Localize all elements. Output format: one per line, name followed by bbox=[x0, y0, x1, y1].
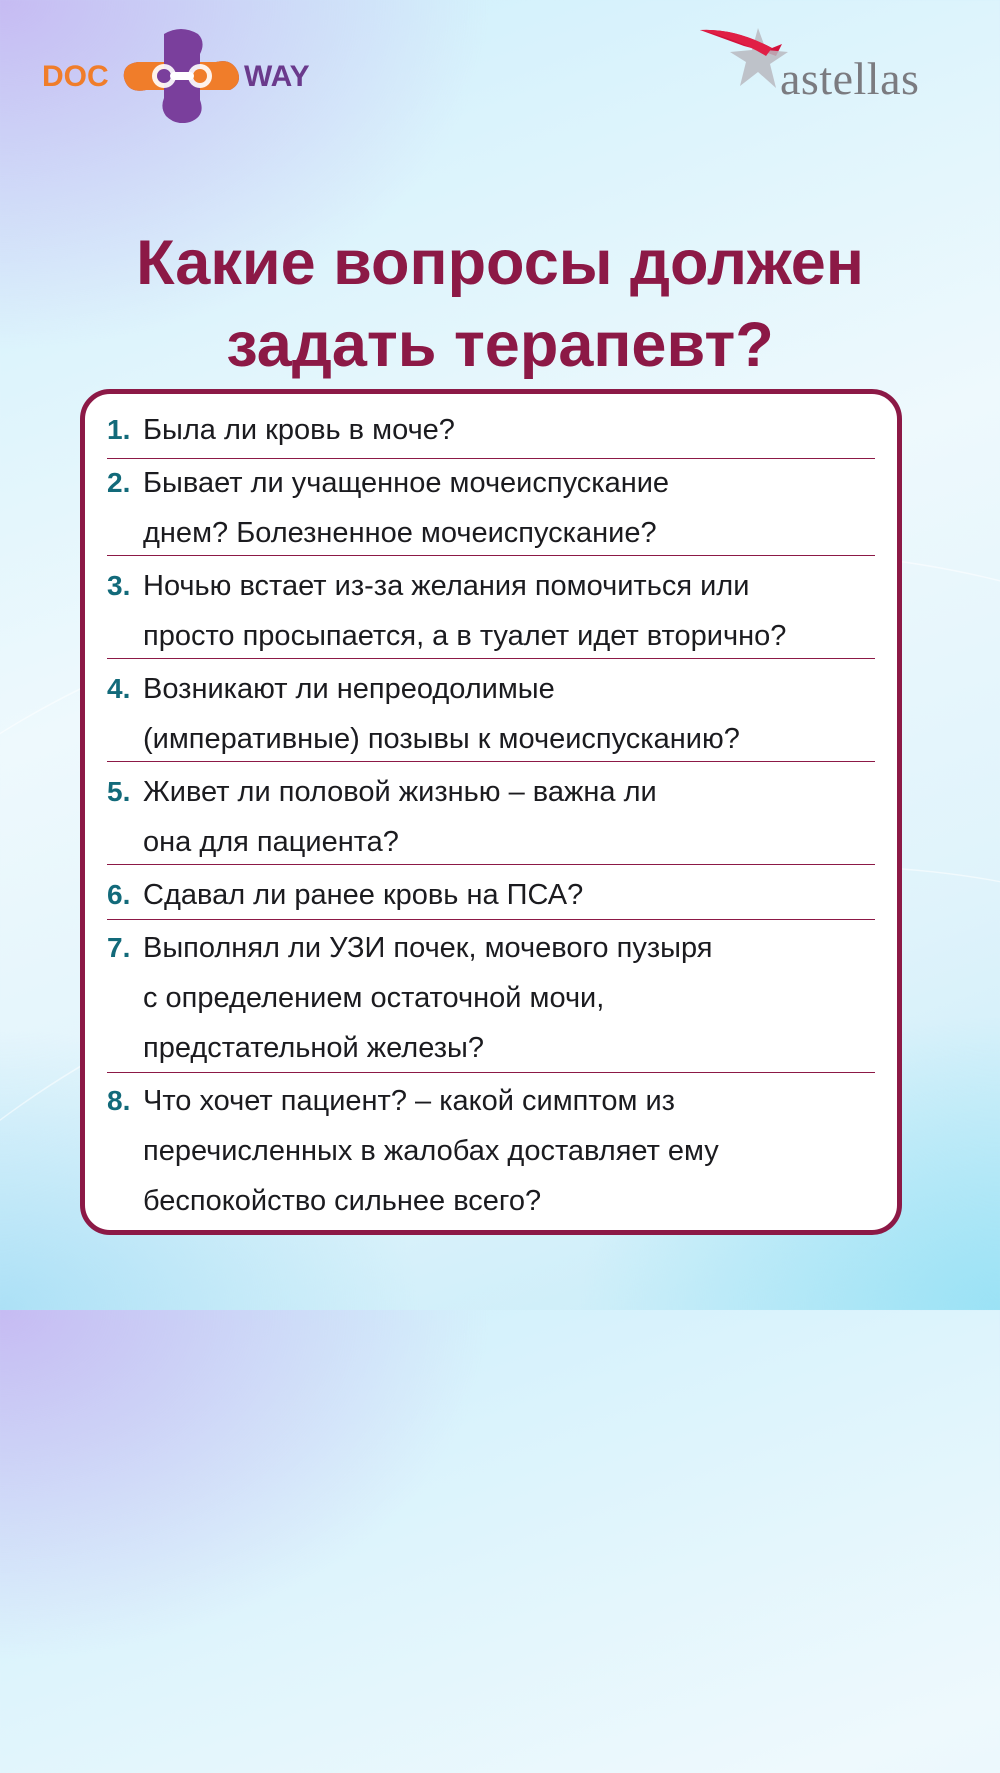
question-text-line: (императивные) позывы к мочеиспусканию? bbox=[143, 723, 740, 755]
question-item-3 bbox=[107, 560, 875, 659]
question-item-7 bbox=[107, 922, 875, 1073]
question-item-5 bbox=[107, 766, 875, 865]
question-item-6 bbox=[107, 869, 875, 920]
questions-card bbox=[80, 389, 902, 1235]
docway-cross-icon bbox=[120, 28, 242, 123]
question-item-4 bbox=[107, 663, 875, 762]
question-item-1 bbox=[107, 404, 875, 459]
question-number: 8. bbox=[107, 1085, 131, 1116]
astellas-logo bbox=[700, 22, 960, 102]
question-text-line: Живет ли половой жизнью – важна ли bbox=[143, 776, 657, 808]
question-text-line: предстательной железы? bbox=[143, 1032, 484, 1064]
astellas-wordmark: astellas bbox=[780, 53, 920, 104]
question-text-line: днем? Болезненное мочеиспускание? bbox=[143, 517, 657, 549]
question-text-line: Сдавал ли ранее кровь на ПСА? bbox=[143, 879, 584, 911]
docway-logo-left-text: DOC bbox=[42, 60, 109, 93]
question-text-line: Что хочет пациент? – какой симптом из bbox=[143, 1085, 675, 1117]
question-text-line: с определением остаточной мочи, bbox=[143, 982, 605, 1014]
page-title-line-2: задать терапевт? bbox=[226, 310, 774, 380]
question-text-line: Была ли кровь в моче? bbox=[143, 414, 455, 446]
docway-logo bbox=[42, 28, 332, 123]
question-text-line: Выполнял ли УЗИ почек, мочевого пузыря bbox=[143, 932, 713, 964]
question-number: 4. bbox=[107, 673, 131, 704]
page-title bbox=[40, 222, 960, 386]
question-number: 7. bbox=[107, 932, 131, 963]
page-title-line-1: Какие вопросы должен bbox=[136, 228, 864, 298]
question-item-2 bbox=[107, 457, 875, 556]
docway-logo-right-text: WAY bbox=[244, 60, 310, 93]
question-number: 5. bbox=[107, 776, 131, 807]
question-number: 1. bbox=[107, 414, 131, 445]
question-text-line: она для пациента? bbox=[143, 826, 399, 858]
question-text-line: беспокойство сильнее всего? bbox=[143, 1185, 542, 1217]
question-number: 2. bbox=[107, 467, 131, 498]
question-number: 3. bbox=[107, 570, 131, 601]
astellas-star-icon bbox=[700, 22, 790, 102]
question-text-line: просто просыпается, а в туалет идет вторично? bbox=[143, 620, 787, 652]
question-text-line: Ночью встает из-за желания помочиться или bbox=[143, 570, 750, 602]
question-text-line: перечисленных в жалобах доставляет ему bbox=[143, 1135, 719, 1167]
question-text-line: Возникают ли непреодолимые bbox=[143, 673, 555, 705]
question-number: 6. bbox=[107, 879, 131, 910]
question-text-line: Бывает ли учащенное мочеиспускание bbox=[143, 467, 670, 499]
question-item-8 bbox=[107, 1075, 875, 1225]
